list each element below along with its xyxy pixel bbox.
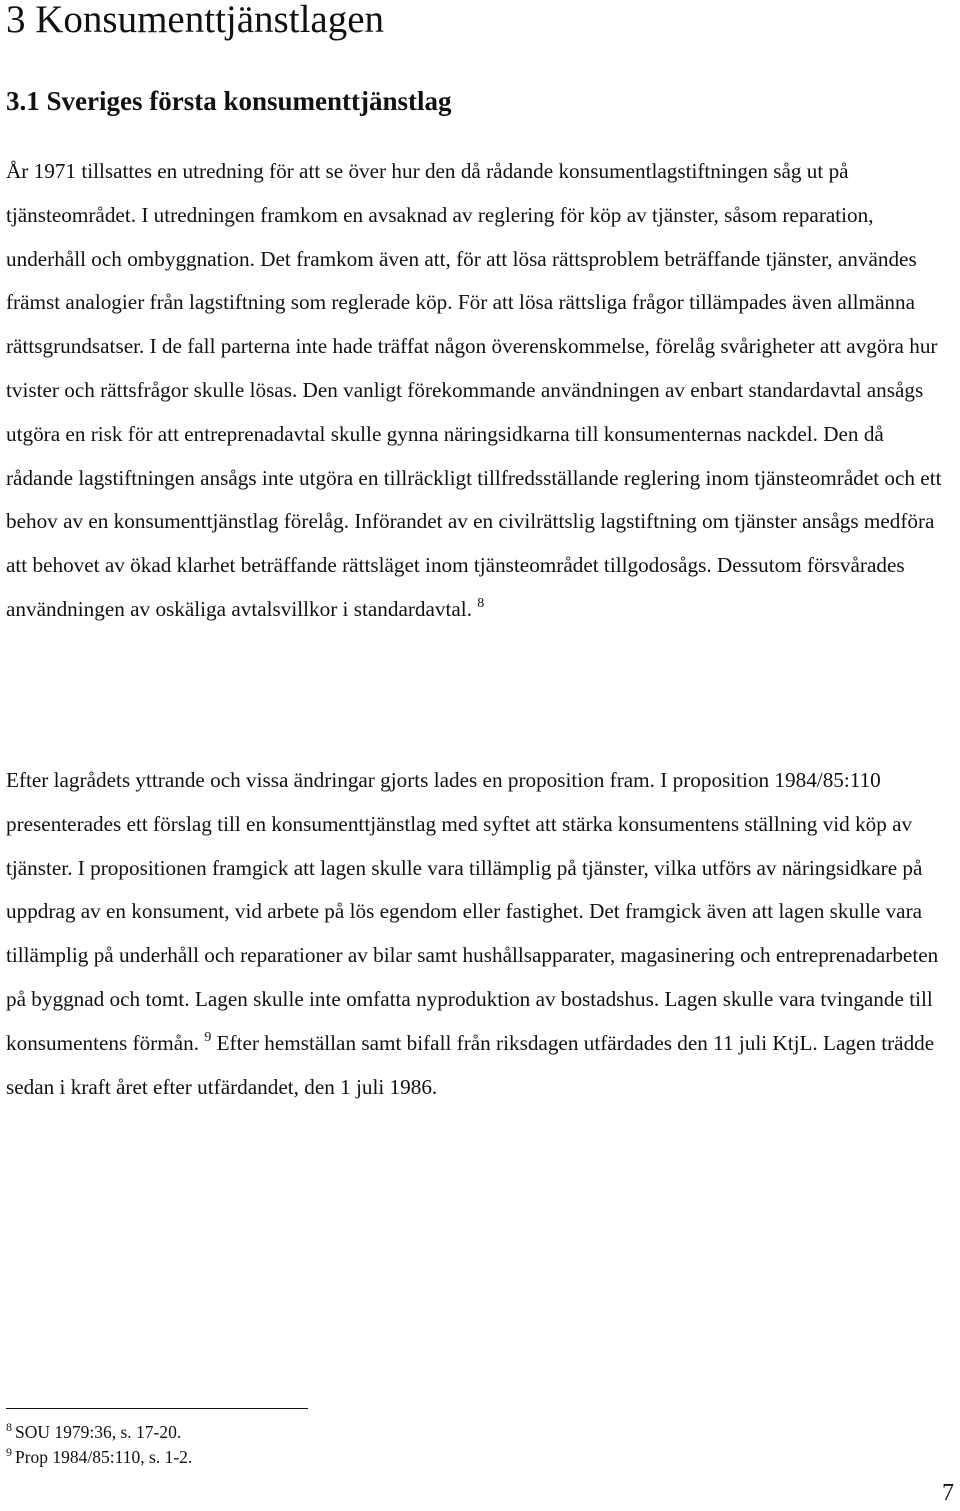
paragraph-text: År 1971 tillsattes en utredning för att se över hur den då rådande konsumentlagstiftningen såg ut på tjänsteområdet. I utredningen framkom en avsaknad av reglering för köp av tjänster, såsom reparation, underhåll och ombyggnation. Det framkom även att, för att lösa rättsproblem beträffande tjänster, användes främst analogier från lagstiftning som reglerade köp. För att lösa rättsliga frågor tillämpades även allmänna rättsgrundsatser. I de fall parterna inte hade träffat någon överenskommelse, förelåg svårigheter att avgöra hur tvister och rättsfrågor skulle lösas. Den vanligt förekommande användningen av enbart standardavtal ansågs utgöra en risk för att entreprenadavtal skulle gynna näringsidkarna till konsumenternas nackdel. Den då rådande lagstiftningen ansågs inte utgöra en tillräckligt tillfredsställande reglering inom tjänsteområdet och ett behov av en konsumenttjänstlag förelåg. Införandet av en civilrättslig lagstiftning om tjänster ansågs medföra att behovet av ökad klarhet beträffande rättsläget inom tjänsteområdet tillgodosågs. Dessutom försvårades användningen av oskäliga avtalsvillkor i standardavtal. [6, 159, 942, 621]
paragraph-text: Efter lagrådets yttrande och vissa ändringar gjorts lades en proposition fram. I proposition 1984/85:110 presenterades ett förslag till en konsumenttjänstlag med syftet att stärka konsumentens ställning vid köp av tjänster. I propositionen framgick att lagen skulle vara tillämplig på tjänster, vilka utförs av näringsidkare på uppdrag av en konsument, vid arbete på lös egendom eller fastighet. Det framgick även att lagen skulle vara tillämplig på underhåll och reparationer av bilar samt hushållsapparater, magasinering och entreprenadarbeten på byggnad och tomt. Lagen skulle inte omfatta nyproduktion av bostadshus. Lagen skulle vara tvingande till konsumentens förmån. [6, 768, 939, 1055]
footnote [6, 1420, 181, 1444]
footnote-number: 8 [6, 1420, 12, 1434]
footnote [6, 1445, 192, 1469]
paragraph-text: Efter hemställan samt bifall från riksdagen utfärdades den 11 juli KtjL. Lagen trädde sedan i kraft året efter utfärdandet, den 1 juli 1986. [6, 1030, 935, 1099]
footnote-text: SOU 1979:36, s. 17-20. [15, 1422, 182, 1442]
body-paragraph [6, 150, 956, 632]
footnote-reference: 9 [204, 1029, 212, 1045]
section-title: 3.1 Sveriges första konsumenttjänstlag [6, 86, 452, 116]
footnote-text: Prop 1984/85:110, s. 1-2. [15, 1447, 193, 1467]
footnote-reference: 8 [477, 595, 485, 611]
footnote-divider [6, 1408, 308, 1409]
page-number: 7 [942, 1480, 954, 1506]
body-paragraph [6, 759, 956, 1109]
footnote-number: 9 [6, 1445, 12, 1459]
chapter-title: 3 Konsumenttjänstlagen [6, 0, 385, 41]
